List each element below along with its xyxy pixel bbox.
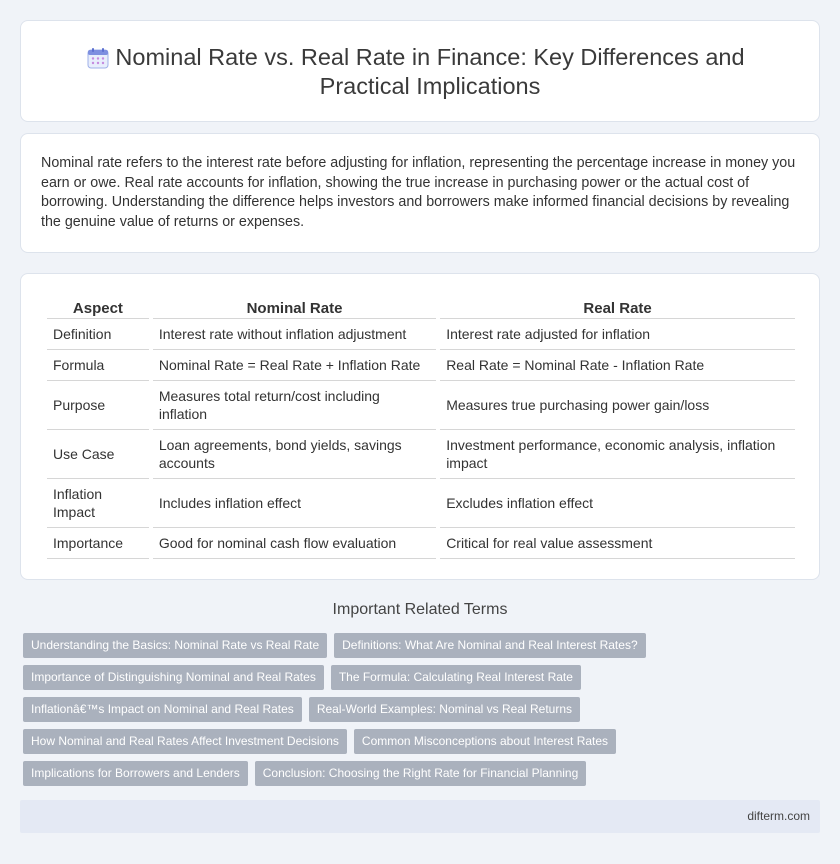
intro-card [20,133,820,253]
table-row [47,430,795,479]
related-term-link[interactable]: Common Misconceptions about Interest Rates [354,729,616,754]
cell-aspect: Importance [47,528,149,559]
header-aspect: Aspect [47,295,149,319]
tag-row [23,761,586,786]
footer-site-name[interactable]: difterm.com [747,809,810,823]
title-card [20,20,820,122]
cell-nominal: Loan agreements, bond yields, savings accounts [153,430,436,479]
cell-nominal: Nominal Rate = Real Rate + Inflation Rate [153,350,436,381]
table-row [47,479,795,528]
cell-aspect: Definition [47,319,149,350]
cell-real: Excludes inflation effect [440,479,795,528]
related-term-link[interactable]: Definitions: What Are Nominal and Real Interest Rates? [334,633,645,658]
table-row [47,319,795,350]
cell-aspect: Use Case [47,430,149,479]
related-term-link[interactable]: The Formula: Calculating Real Interest Rate [331,665,581,690]
related-term-link[interactable]: Real-World Examples: Nominal vs Real Returns [309,697,580,722]
tag-row [23,697,580,722]
intro-paragraph: Nominal rate refers to the interest rate before adjusting for inflation, representing the percentage increase in money you earn or owe. Real rate accounts for inflation, showing the true increase in purchasing power or the actual cost of borrowing. Understanding the difference helps investors and borrowers make informed financial decisions by revealing the genuine value of returns or expenses. [41,155,796,230]
cell-real: Measures true purchasing power gain/loss [440,381,795,430]
cell-aspect: Purpose [47,381,149,430]
cell-real: Investment performance, economic analysis, inflation impact [440,430,795,479]
cell-nominal: Good for nominal cash flow evaluation [153,528,436,559]
comparison-table-card [20,273,820,580]
table-row [47,381,795,430]
header-real-rate: Real Rate [440,295,795,319]
cell-aspect: Inflation Impact [47,479,149,528]
page-title: Nominal Rate vs. Real Rate in Finance: Key Differences and Practical Implications [115,44,745,99]
comparison-table [43,295,799,559]
related-terms-heading: Important Related Terms [332,601,508,618]
cell-nominal: Interest rate without inflation adjustment [153,319,436,350]
cell-nominal: Measures total return/cost including inflation [153,381,436,430]
tag-row [23,633,646,658]
related-term-link[interactable]: Understanding the Basics: Nominal Rate vs Real Rate [23,633,327,658]
tag-row [23,665,581,690]
footer [20,800,820,833]
cell-real: Interest rate adjusted for inflation [440,319,795,350]
header-nominal-rate: Nominal Rate [153,295,436,319]
table-row [47,528,795,559]
table-header-row [47,295,795,319]
cell-real: Critical for real value assessment [440,528,795,559]
related-term-link[interactable]: Implications for Borrowers and Lenders [23,761,248,786]
cell-real: Real Rate = Nominal Rate - Inflation Rate [440,350,795,381]
cell-aspect: Formula [47,350,149,381]
related-term-link[interactable]: How Nominal and Real Rates Affect Investment Decisions [23,729,347,754]
related-term-link[interactable]: Conclusion: Choosing the Right Rate for Financial Planning [255,761,587,786]
related-term-link[interactable]: Importance of Distinguishing Nominal and Real Rates [23,665,324,690]
cell-nominal: Includes inflation effect [153,479,436,528]
tag-row [23,729,616,754]
table-row [47,350,795,381]
related-term-link[interactable]: Inflationâ€™s Impact on Nominal and Real Rates [23,697,302,722]
